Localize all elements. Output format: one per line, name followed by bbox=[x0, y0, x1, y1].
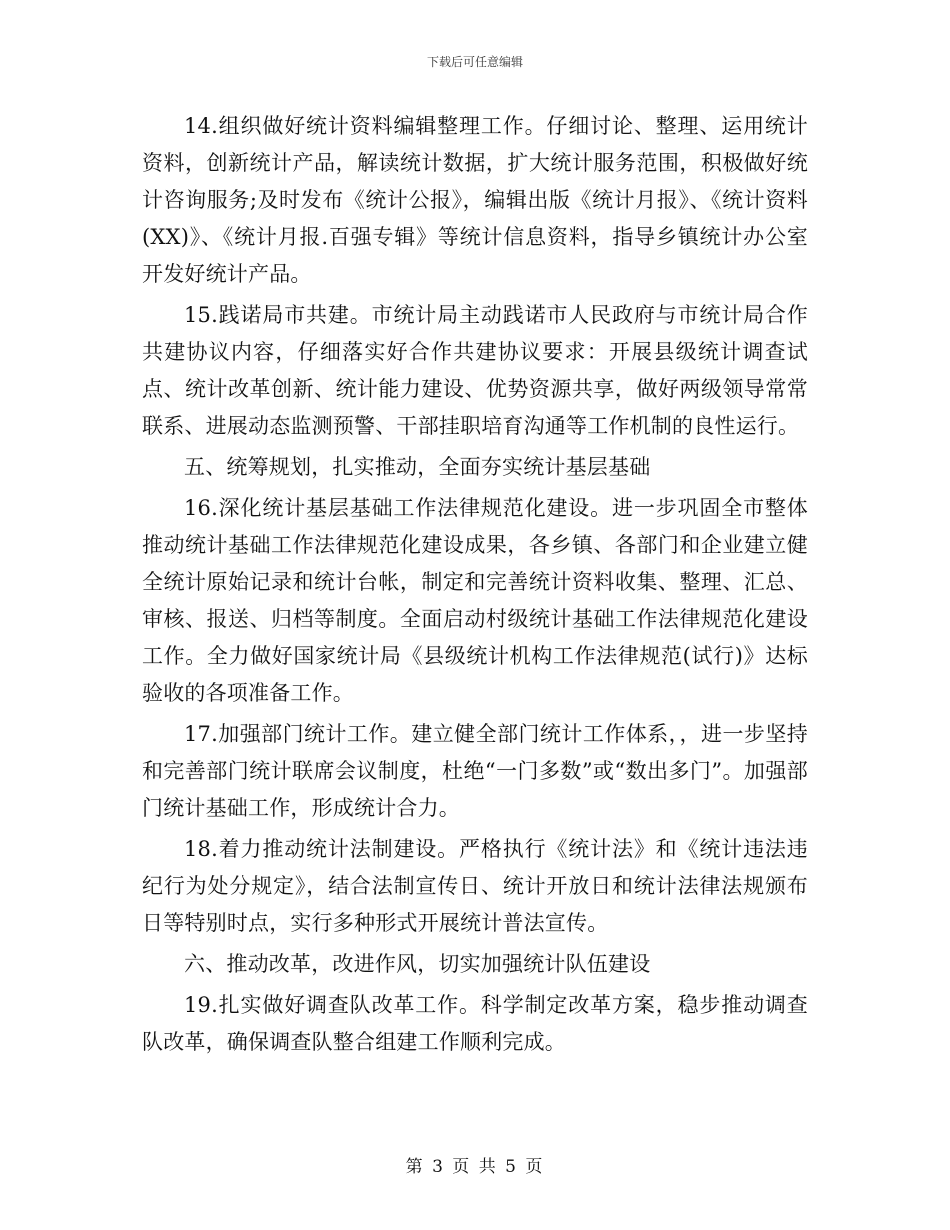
document-body bbox=[142, 108, 808, 1065]
paragraph-item-17: 17.加强部门统计工作。建立健全部门统计工作体系，，进一步坚持和完善部门统计联席会议制度，杜绝“一门多数”或“数出多门”。加强部门统计基础工作，形成统计合力。 bbox=[142, 722, 808, 820]
section-heading-5: 五、统筹规划，扎实推动，全面夯实统计基层基础 bbox=[184, 455, 651, 479]
paragraph-item-16: 16.深化统计基层基础工作法律规范化建设。进一步巩固全市整体推动统计基础工作法律规范化建设成果，各乡镇、各部门和企业建立健全统计原始记录和统计台帐，制定和完善统计资料收集、整理、汇总、审核、报送、归档等制度。全面启动村级统计基础工作法律规范化建设工作。全力做好国家统计局《县级统计机构工作法律规范(试行)》达标验收的各项准备工作。 bbox=[142, 496, 808, 705]
page-header-note: 下载后可任意编辑 bbox=[426, 55, 523, 69]
section-heading-6: 六、推动改革，改进作风，切实加强统计队伍建设 bbox=[184, 952, 651, 976]
paragraph-item-18: 18.着力推动统计法制建设。严格执行《统计法》和《统计违法违纪行为处分规定》，结合法制宣传日、统计开放日和统计法律法规颁布日等特别时点，实行多种形式开展统计普法宣传。 bbox=[142, 837, 808, 935]
paragraph-item-19: 19.扎实做好调查队改革工作。科学制定改革方案，稳步推动调查队改革，确保调查队整合组建工作顺利完成。 bbox=[142, 993, 808, 1054]
page-number-footer: 第 3 页 共 5 页 bbox=[405, 1157, 545, 1177]
paragraph-item-15: 15.践诺局市共建。市统计局主动践诺市人民政府与市统计局合作共建协议内容，仔细落实好合作共建协议要求：开展县级统计调查试点、统计改革创新、统计能力建设、优势资源共享，做好两级领导常常联系、进展动态监测预警、干部挂职培育沟通等工作机制的良性运行。 bbox=[142, 303, 808, 438]
paragraph-item-14: 14.组织做好统计资料编辑整理工作。仔细讨论、整理、运用统计资料，创新统计产品，解读统计数据，扩大统计服务范围，积极做好统计咨询服务;及时发布《统计公报》，编辑出版《统计月报》、《统计资料(XX)》、《统计月报.百强专辑》等统计信息资料，指导乡镇统计办公室开发好统计产品。 bbox=[142, 114, 808, 286]
